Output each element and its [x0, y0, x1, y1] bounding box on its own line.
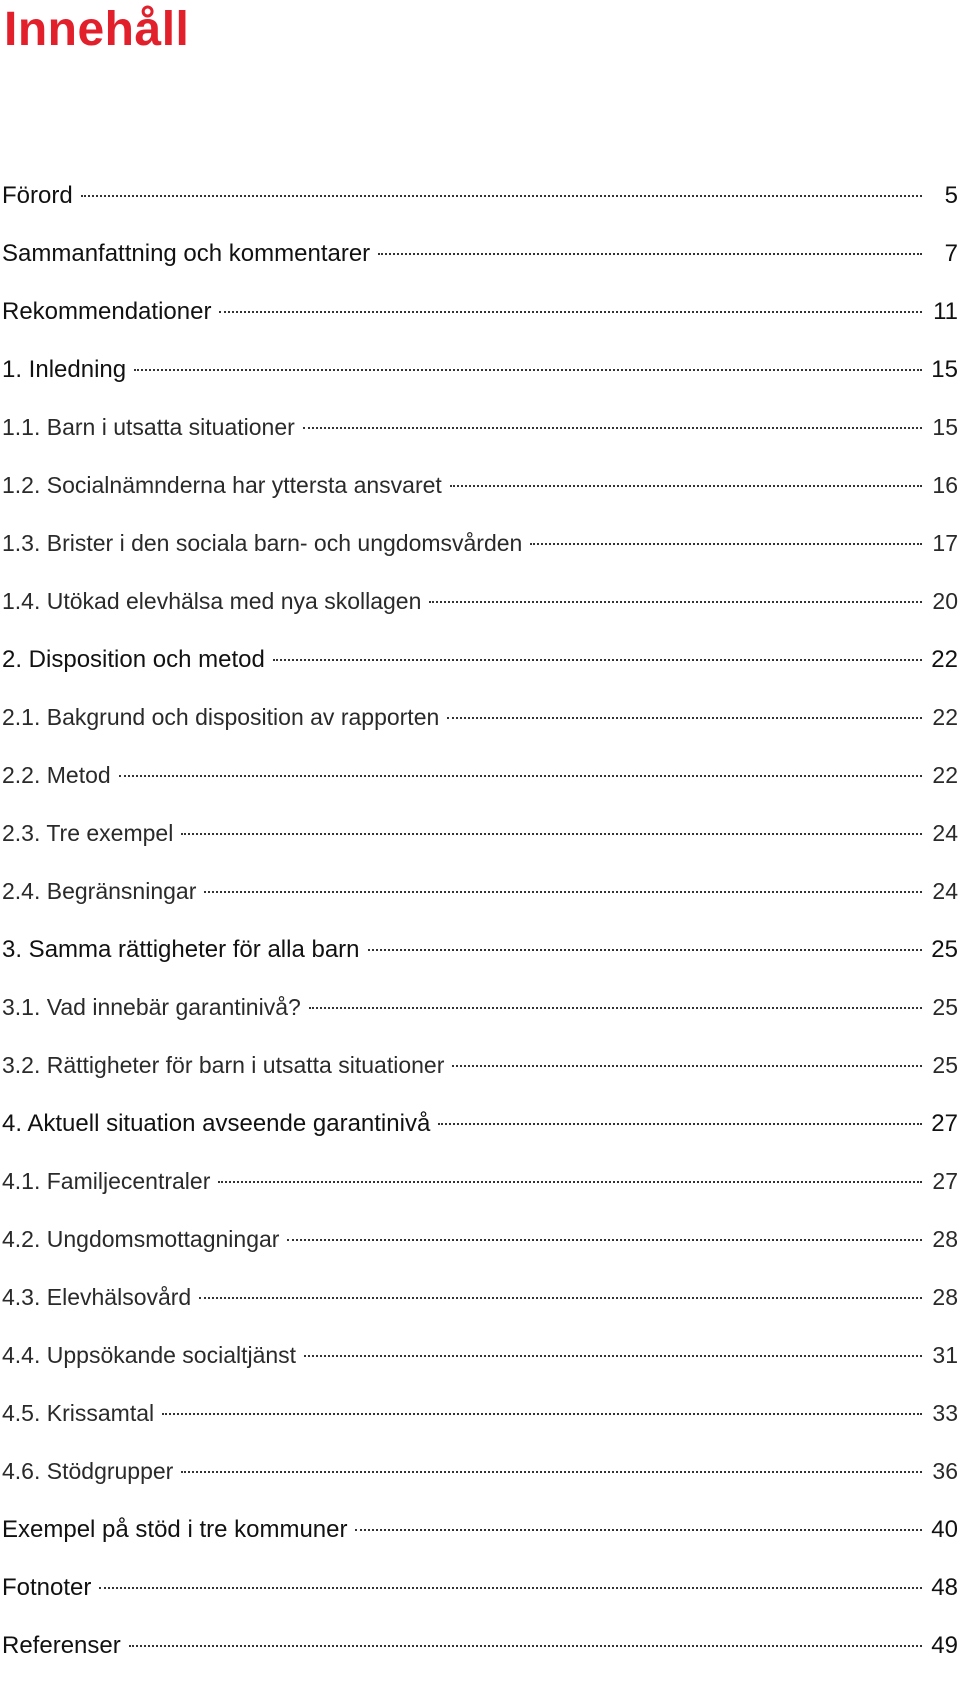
toc-entry-page-number: 28: [932, 1226, 958, 1252]
toc-entry[interactable]: [2, 240, 960, 298]
toc-dot-leader: [181, 833, 922, 835]
toc-entry[interactable]: [2, 414, 960, 472]
toc-entry-page-number: 22: [932, 762, 958, 788]
toc-dot-leader: [303, 427, 922, 429]
toc-entry-label: 4.4. Uppsökande socialtjänst: [2, 1342, 297, 1368]
page-title: Innehåll: [4, 3, 190, 56]
toc-entry-page-number: 7: [944, 240, 958, 267]
toc-entry-label: 1.3. Brister i den sociala barn- och ungdomsvården: [2, 530, 523, 556]
toc-entry-label: 4.5. Krissamtal: [2, 1400, 155, 1426]
toc-dot-leader: [273, 659, 922, 661]
toc-entry-label: 4. Aktuell situation avseende garantinivå: [2, 1110, 431, 1137]
toc-entry-page-number: 28: [932, 1284, 958, 1310]
toc-dot-leader: [99, 1587, 922, 1589]
toc-dot-leader: [452, 1065, 922, 1067]
toc-entry-label: 1. Inledning: [2, 356, 127, 383]
toc-entry-page-number: 40: [931, 1516, 958, 1543]
table-of-contents: [2, 182, 960, 1690]
toc-entry[interactable]: [2, 1284, 960, 1342]
toc-entry-label: Referenser: [2, 1632, 121, 1659]
toc-entry-page-number: 22: [932, 704, 958, 730]
toc-entry-page-number: 31: [932, 1342, 958, 1368]
toc-entry[interactable]: [2, 994, 960, 1052]
toc-dot-leader: [119, 775, 922, 777]
toc-entry-page-number: 22: [931, 646, 958, 673]
toc-entry[interactable]: [2, 1342, 960, 1400]
toc-entry-page-number: 20: [932, 588, 958, 614]
toc-dot-leader: [304, 1355, 922, 1357]
toc-entry-page-number: 36: [932, 1458, 958, 1484]
toc-entry[interactable]: [2, 1632, 960, 1690]
toc-entry-label: 2.2. Metod: [2, 762, 111, 788]
toc-entry-label: 1.1. Barn i utsatta situationer: [2, 414, 295, 440]
toc-entry[interactable]: [2, 1574, 960, 1632]
toc-entry-label: 3.2. Rättigheter för barn i utsatta situationer: [2, 1052, 445, 1078]
toc-entry[interactable]: [2, 530, 960, 588]
toc-entry-label: 3.1. Vad innebär garantinivå?: [2, 994, 301, 1020]
toc-entry-page-number: 48: [931, 1574, 958, 1601]
toc-dot-leader: [429, 601, 922, 603]
toc-entry-label: 4.2. Ungdomsmottagningar: [2, 1226, 280, 1252]
toc-dot-leader: [447, 717, 922, 719]
toc-entry-page-number: 49: [931, 1632, 958, 1659]
toc-entry-label: 4.6. Stödgrupper: [2, 1458, 174, 1484]
toc-dot-leader: [309, 1007, 922, 1009]
toc-entry-page-number: 25: [932, 1052, 958, 1078]
toc-dot-leader: [438, 1123, 922, 1125]
toc-entry-label: Fotnoter: [2, 1574, 92, 1601]
toc-entry[interactable]: [2, 472, 960, 530]
toc-entry-label: 4.1. Familjecentraler: [2, 1168, 211, 1194]
toc-entry[interactable]: [2, 588, 960, 646]
toc-entry[interactable]: [2, 704, 960, 762]
toc-entry[interactable]: [2, 1458, 960, 1516]
toc-dot-leader: [450, 485, 922, 487]
toc-entry[interactable]: [2, 1400, 960, 1458]
toc-dot-leader: [199, 1297, 922, 1299]
toc-entry-page-number: 27: [932, 1168, 958, 1194]
toc-dot-leader: [181, 1471, 922, 1473]
toc-entry[interactable]: [2, 1226, 960, 1284]
toc-entry-label: 2.1. Bakgrund och disposition av rapporten: [2, 704, 440, 730]
toc-entry[interactable]: [2, 646, 960, 704]
toc-entry-label: Exempel på stöd i tre kommuner: [2, 1516, 348, 1543]
toc-dot-leader: [287, 1239, 922, 1241]
toc-entry[interactable]: [2, 762, 960, 820]
toc-dot-leader: [134, 369, 922, 371]
toc-entry-label: 1.2. Socialnämnderna har yttersta ansvaret: [2, 472, 442, 498]
toc-entry[interactable]: [2, 1052, 960, 1110]
toc-entry[interactable]: [2, 936, 960, 994]
toc-entry-page-number: 27: [931, 1110, 958, 1137]
toc-entry-label: Förord: [2, 182, 73, 209]
toc-dot-leader: [129, 1645, 922, 1647]
toc-dot-leader: [219, 311, 922, 313]
toc-entry[interactable]: [2, 1168, 960, 1226]
toc-entry[interactable]: [2, 1516, 960, 1574]
toc-entry-label: Rekommendationer: [2, 298, 212, 325]
toc-entry-page-number: 5: [944, 182, 958, 209]
toc-entry-page-number: 24: [932, 820, 958, 846]
toc-entry-label: 2.3. Tre exempel: [2, 820, 174, 846]
toc-entry-label: 4.3. Elevhälsovård: [2, 1284, 192, 1310]
toc-dot-leader: [162, 1413, 922, 1415]
toc-dot-leader: [378, 253, 922, 255]
toc-entry-page-number: 24: [932, 878, 958, 904]
toc-entry-label: 2. Disposition och metod: [2, 646, 265, 673]
toc-dot-leader: [368, 949, 922, 951]
toc-entry[interactable]: [2, 878, 960, 936]
toc-entry-page-number: 16: [932, 472, 958, 498]
toc-entry[interactable]: [2, 356, 960, 414]
toc-entry-label: 2.4. Begränsningar: [2, 878, 197, 904]
toc-entry[interactable]: [2, 298, 960, 356]
toc-entry[interactable]: [2, 1110, 960, 1168]
toc-entry-page-number: 33: [932, 1400, 958, 1426]
toc-entry-page-number: 17: [932, 530, 958, 556]
toc-entry-page-number: 11: [933, 298, 958, 325]
toc-entry[interactable]: [2, 182, 960, 240]
toc-entry-label: 1.4. Utökad elevhälsa med nya skollagen: [2, 588, 422, 614]
toc-entry[interactable]: [2, 820, 960, 878]
toc-entry-page-number: 15: [932, 414, 958, 440]
toc-entry-page-number: 15: [931, 356, 958, 383]
toc-entry-label: Sammanfattning och kommentarer: [2, 240, 371, 267]
toc-entry-page-number: 25: [932, 994, 958, 1020]
toc-dot-leader: [218, 1181, 922, 1183]
toc-dot-leader: [355, 1529, 922, 1531]
toc-entry-label: 3. Samma rättigheter för alla barn: [2, 936, 360, 963]
toc-dot-leader: [530, 543, 922, 545]
toc-dot-leader: [204, 891, 922, 893]
toc-dot-leader: [81, 195, 922, 197]
toc-entry-page-number: 25: [931, 936, 958, 963]
